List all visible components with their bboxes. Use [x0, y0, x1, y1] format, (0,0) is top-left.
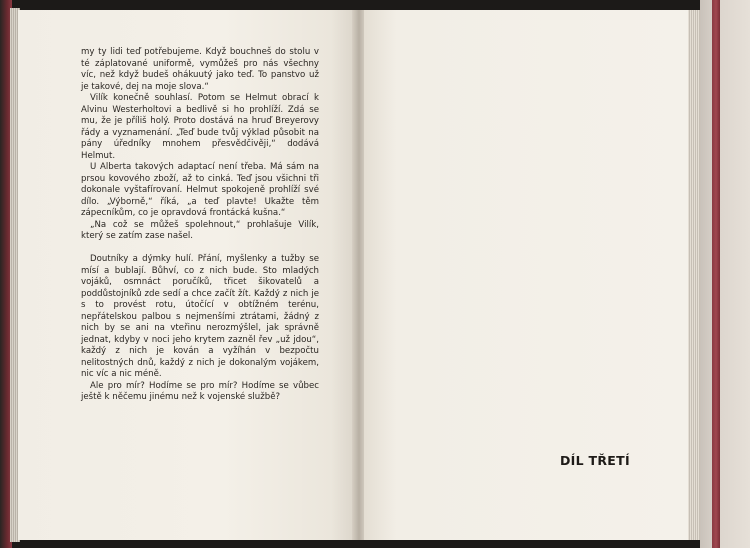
paragraph: Doutníky a dýmky hulí. Přání, myšlenky a tužby se mísí a bublají. Bůhví, co z nich bude. Sto mladých vojáků, osmnáct poručíků, třicet šikovatelů a poddůstojníků zde sedí a chce začít žít. Každý z nich je s to provést rotu, útočící v obtížném terénu, nepřátelskou palbou s nejmenšími ztrátami, žádný z nich by se ani na vteřinu nerozmýšlel, jak správně jednat, kdyby v noci jeho krytem zazněl řev „už jdou“, každý z nich je kován a vyžíhán v bezpočtu nelitostných dnů, každý z nich je dokonalým vojákem, nic víc a nic méně.: [81, 254, 319, 379]
paragraph: U Alberta takových adaptací není třeba. Má sám na prsou kovového zboží, až to cinká. Teď jsou všichni tři dokonale vyštafírovaní. Helmut spokojeně prohlíží své dílo. „Výborně,“ říká, „a teď plavte! Ukažte těm zápecníkům, co je opravdová frontácká kušna.“: [81, 162, 319, 218]
paragraph: „Na což se můžeš spolehnout,“ prohlašuje Vilík, který se zatím zase našel.: [81, 219, 319, 241]
part-title: DÍL TŘETÍ: [560, 453, 630, 468]
paragraph: Vilík konečně souhlasí. Potom se Helmut obrací k Alvinu Westerholtovi a bedlivě si ho prohlíží. Zdá se mu, že je příliš holý. Proto dostává na hruď Breyerovy řády a vyznamenání. „Teď bude tvůj výklad působit na pány úředníky mnohem přesvědčivěji,“ dodává Helmut.: [81, 93, 319, 161]
book-cover-band: [712, 0, 720, 548]
paragraph: my ty lidi teď potřebujeme. Když bouchneš do stolu v té záplatované uniformě, vymůžeš pro nás všechny víc, než když budeš ohákuutý jako teď. To panstvo už je takové, dej na moje slova.“: [81, 47, 319, 92]
right-page: [364, 10, 689, 540]
left-page-text: [81, 47, 319, 404]
book-cover-right-edge: [700, 0, 750, 548]
paragraph: Ale pro mír? Hodíme se pro mír? Hodíme se vůbec ještě k něčemu jinému než k vojenské službě?: [81, 380, 319, 402]
